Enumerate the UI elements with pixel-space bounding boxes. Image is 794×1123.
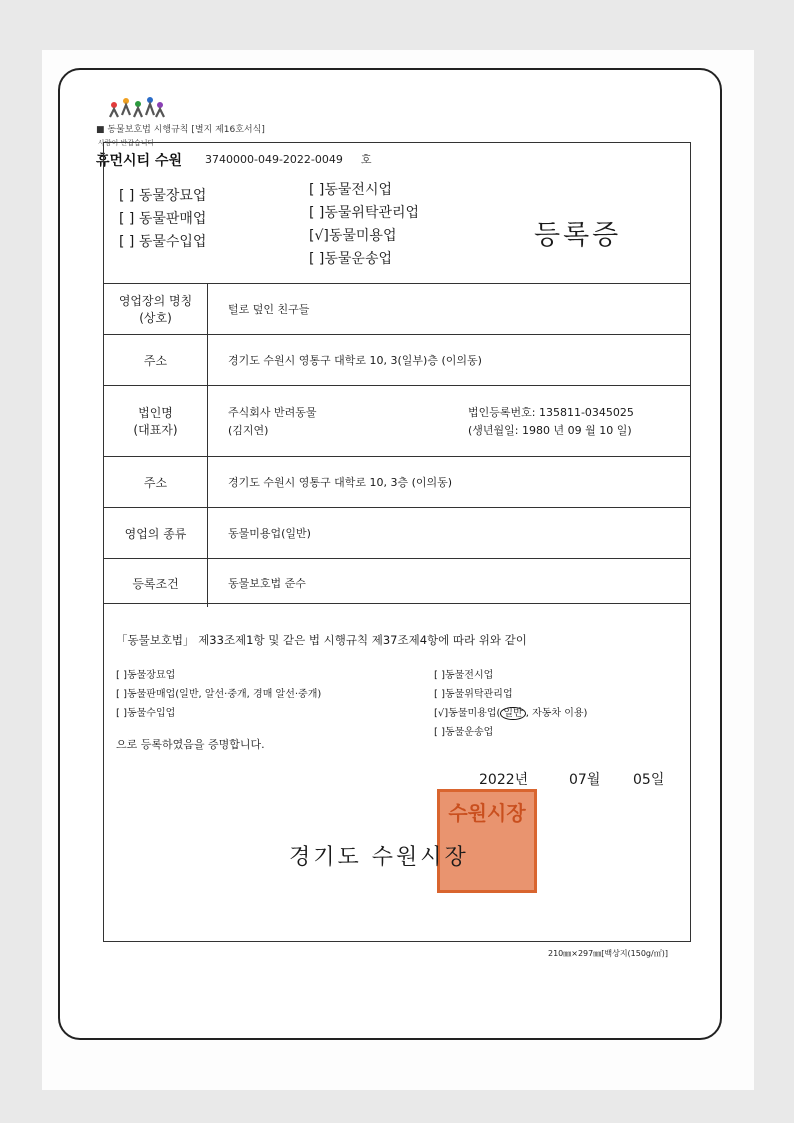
birth-date: (생년월일: 1980 년 09 월 10 일) [468,424,632,437]
form-reference: ■ 동물보호법 시행규칙 [별지 제16호서식] [96,125,265,135]
document-title: 등록증 [534,220,622,251]
table-row [104,508,690,559]
reg-no-value: 3740000-049-2022-0049 [205,153,343,166]
option-item: [ ]동물판매업(일반, 알선·중개, 경매 알선·중개) [116,689,322,700]
field-label: 주소 [104,335,208,385]
logo-tagline: 사람이 반갑습니다 [98,139,155,147]
option-item: [ ]동물수입업 [116,708,176,719]
business-type: [ ]동물전시업 [309,182,392,198]
date-year: 2022년 [479,772,529,788]
certification-section [104,603,690,944]
address-value: 경기도 수원시 영통구 대학로 10, 3(일부)층 (이의동) [228,354,482,367]
option-item-checked: [√]동물미용업( 일반 , 자동차 이용) [434,708,588,719]
business-type: [ ] 동물판매업 [119,211,207,227]
paper-spec: 210㎜×297㎜[백상지(150g/㎡)] [548,949,668,958]
logo-city: 휴먼시티 수원 [96,153,183,169]
representative-name: (김지연) [228,424,269,437]
condition-value: 동물보호법 준수 [228,577,306,590]
certificate-body [103,142,691,942]
business-type: [ ]동물운송업 [309,251,392,267]
table-row [104,386,690,457]
field-sublabel: (대표자) [133,423,178,437]
options-left [116,666,321,723]
option-item: [ ]동물위탁관리업 [434,689,513,700]
circled-mark: 일반 [500,707,525,720]
field-sublabel: (상호) [139,311,172,325]
business-types-right [309,179,419,271]
table-row [104,457,690,508]
field-label: 주소 [104,457,208,507]
field-label: 영업의 종류 [104,508,208,558]
official-seal-stamp: 수원시장 [437,789,537,893]
table-row [104,559,690,607]
corporation-reg-number: 법인등록번호: 135811-0345025 [468,406,634,419]
business-type: [ ] 동물수입업 [119,234,207,250]
issue-date [479,769,664,789]
option-item: [ ]동물운송업 [434,727,494,738]
date-day: 05일 [633,772,665,788]
business-type: [ ] 동물장묘업 [119,188,207,204]
business-type-checked: [√]동물미용업 [309,228,397,244]
corp-address-value: 경기도 수원시 영통구 대학로 10, 3층 (이의동) [228,476,453,489]
certify-text: 으로 등록하였음을 증명합니다. [116,738,265,751]
business-type: [ ]동물위탁관리업 [309,205,420,221]
table-row [104,284,690,335]
field-label: 영업장의 명칭 [118,294,193,308]
issuer-name: 경기도 수원시장 [289,845,469,870]
option-item: [ ]동물장묘업 [116,670,176,681]
business-name-value: 털로 덮인 친구들 [228,303,310,316]
business-types-left [119,185,206,254]
field-label: 법인명 [138,406,173,420]
reg-no-suffix: 호 [360,153,372,166]
corporation-name: 주식회사 반려동물 [228,406,317,419]
info-table [104,283,690,607]
date-month: 07월 [569,772,601,788]
business-kind-value: 동물미용업(일반) [228,527,311,540]
option-item: [ ]동물전시업 [434,670,494,681]
field-label: 등록조건 [104,559,208,607]
legal-basis: 「동물보호법」 제33조제1항 및 같은 법 시행규칙 제37조제4항에 따라 위와 같이 [116,633,527,647]
options-right [434,666,587,742]
table-row [104,335,690,386]
